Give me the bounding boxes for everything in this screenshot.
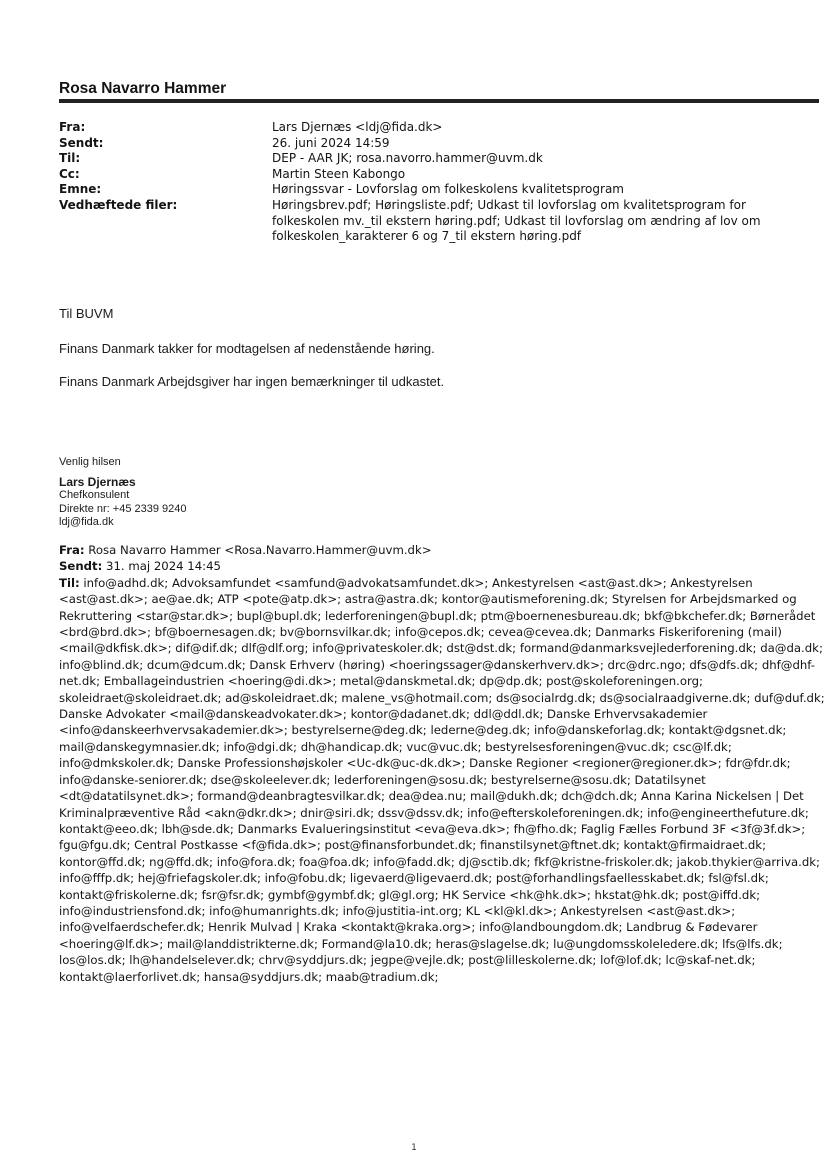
header-row-cc xyxy=(59,167,819,183)
header-row-subject xyxy=(59,182,819,198)
signature-role: Chefkonsulent xyxy=(59,489,130,502)
header-label: Emne: xyxy=(59,182,102,197)
header-value: DEP - AAR JK; rosa.navorro.hammer@uvm.dk xyxy=(272,151,543,166)
header-label: Vedhæftede filer: xyxy=(59,197,178,212)
body-paragraph: Finans Danmark takker for modtagelsen af nedenstående høring. xyxy=(59,341,435,356)
forwarded-from-value: Rosa Navarro Hammer <Rosa.Navarro.Hammer@uvm.dk> xyxy=(88,543,432,557)
forwarded-from xyxy=(59,542,825,558)
header-label: Til: xyxy=(59,151,81,166)
header-row-sent xyxy=(59,136,819,152)
forwarded-to-label: Til: xyxy=(59,575,80,590)
forwarded-sent xyxy=(59,558,825,574)
forwarded-to xyxy=(59,575,825,985)
signature-phone: Direkte nr: +45 2339 9240 xyxy=(59,502,187,515)
email-header xyxy=(59,120,819,245)
header-value: Lars Djernæs <ldj@fida.dk> xyxy=(272,120,443,134)
header-label: Sendt: xyxy=(59,135,104,150)
header-value: Høringssvar - Lovforslag om folkeskolens kvalitetsprogram xyxy=(272,182,624,197)
signature xyxy=(59,456,187,530)
signature-email: ldj@fida.dk xyxy=(59,516,114,529)
forwarded-to-value: info@adhd.dk; Advoksamfundet <samfund@advokatsamfundet.dk>; Ankestyrelsen <ast@ast.dk>; Ankestyrelsen <ast@ast.dk>; ae@ae.dk; ATP <pote@atp.dk>; astra@astra.dk; kontor@autismeforening.dk; Styrelsen for Arbejdsmarked og Rekruttering <star@star.dk>; bupl@bupl.dk; lederforeningen@bupl.dk; ptm@boernenesbureau.dk; bkf@bkchefer.dk; Børnerådet <brd@brd.dk>; bf@boernesagen.dk; bv@bornsvilkar.dk; info@cepos.dk; cevea@cevea.dk; Danmarks Fiskeriforening (mail) <mail@dkfisk.dk>; dif@dif.dk; dlf@dlf.org; info@privateskoler.dk; dst@dst.dk; formand@danmarksvejlederforening.dk; da@da.dk; info@blind.dk; dcum@dcum.dk; Dansk Erhverv (høring) <hoeringssager@danskerhverv.dk>; drc@drc.ngo; dfs@dfs.dk; dhf@dhf-net.dk; Emballageindustrien <hoering@di.dk>; metal@danskmetal.dk; dp@dp.dk; post@skoleforeningen.org; skoleidraet@skoleidraet.dk; ad@skoleidraet.dk; malene_vs@hotmail.com; ds@socialrdg.dk; ds@socialraadgiverne.dk; duf@duf.dk; Danske Advokater <mail@danskeadvokater.dk>; kontor@dadanet.dk; ddl@ddl.dk; Danske Erhvervsakademier <info@danskeerhvervsakademier.dk>; bestyrelserne@deg.dk; lederne@deg.dk; info@danskeforlag.dk; kontakt@dgsnet.dk; mail@danskegymnasier.dk; info@dgi.dk; dh@handicap.dk; vuc@vuc.dk; bestyrelsesforeningen@vuc.dk; csc@lf.dk; info@dmkskoler.dk; Danske Professionshøjskoler <Uc-dk@uc-dk.dk>; Danske Regioner <regioner@regioner.dk>; fdr@fdr.dk; info@danske-seniorer.dk; dse@skoleelever.dk; lederforeningen@sosu.dk; bestyrelserne@sosu.dk; Datatilsynet <dt@datatilsynet.dk>; formand@deanbragtesvilkar.dk; dea@dea.nu; mail@dukh.dk; dch@dch.dk; Anna Karina Nickelsen | Det Kriminalpræventive Råd <akn@dkr.dk>; dnir@siri.dk; dssv@dssv.dk; info@efterskoleforeningen.dk; info@engineerthefuture.dk; kontakt@eeo.dk; lbh@sde.dk; Danmarks Evalueringsinstitut <eva@eva.dk>; fh@fho.dk; Faglig Fælles Forbund 3F <3f@3f.dk>; fgu@fgu.dk; Central Postkasse <f@fida.dk>; post@finansforbundet.dk; finanstilsynet@ftnet.dk; kontakt@firmaidraet.dk; kontor@ffd.dk; ng@ffd.dk; info@fora.dk; foa@foa.dk; info@fadd.dk; dj@sctib.dk; fkf@kristne-friskoler.dk; jakob.thykier@arriva.dk; info@fffp.dk; hej@friefagskoler.dk; info@fobu.dk; ligevaerd@ligevaerd.dk; post@forhandlingsfaellesskabet.dk; fsl@fsl.dk; kontakt@friskolerne.dk; fsr@fsr.dk; gymbf@gymbf.dk; gl@gl.org; HK Service <hk@hk.dk>; hkstat@hk.dk; post@iffd.dk; info@industriensfond.dk; info@humanrights.dk; info@justitia-int.org; KL <kl@kl.dk>; Ankestyrelsen <ast@ast.dk>; info@velfaerdschefer.dk; Henrik Mulvad | Kraka <kontakt@kraka.org>; info@landboungdom.dk; Landbrug & Fødevarer <hoering@lf.dk>; mail@landdistrikterne.dk; Formand@la10.dk; heras@slagelse.dk; lu@ungdomsskoleledere.dk; lfs@lfs.dk; los@los.dk; lh@handelselever.dk; chrv@syddjurs.dk; jegpe@vejle.dk; post@lilleskolerne.dk; lof@lof.dk; lc@skaf-net.dk; kontakt@laerforlivet.dk; hansa@syddjurs.dk; maab@tradium.dk; xyxy=(59,575,825,984)
salutation: Til BUVM xyxy=(59,306,114,321)
signature-greeting: Venlig hilsen xyxy=(59,456,121,468)
header-row-attachments xyxy=(59,198,819,245)
forwarded-message xyxy=(59,542,825,985)
document-title: Rosa Navarro Hammer xyxy=(59,80,227,97)
page-number: 1 xyxy=(411,1143,417,1153)
body-paragraph: Finans Danmark Arbejdsgiver har ingen bemærkninger til udkastet. xyxy=(59,374,445,389)
signature-name: Lars Djernæs xyxy=(59,474,136,489)
forwarded-from-label: Fra: xyxy=(59,543,85,557)
header-row-to xyxy=(59,151,819,167)
header-label: Cc: xyxy=(59,166,80,181)
header-row-from xyxy=(59,120,819,136)
header-value: Martin Steen Kabongo xyxy=(272,166,406,181)
forwarded-sent-label: Sendt: xyxy=(59,559,103,574)
title-rule xyxy=(59,99,819,103)
header-label: Fra: xyxy=(59,120,86,134)
header-value: Høringsbrev.pdf; Høringsliste.pdf; Udkast til lovforslag om kvalitetsprogram for folkeskolen mv._til ekstern høring.pdf; Udkast til lovforslag om ændring af lov om folkeskolen_karakterer 6 og 7_til ekstern høring.pdf xyxy=(272,197,761,244)
header-value: 26. juni 2024 14:59 xyxy=(272,135,390,150)
forwarded-sent-value: 31. maj 2024 14:45 xyxy=(106,559,221,574)
